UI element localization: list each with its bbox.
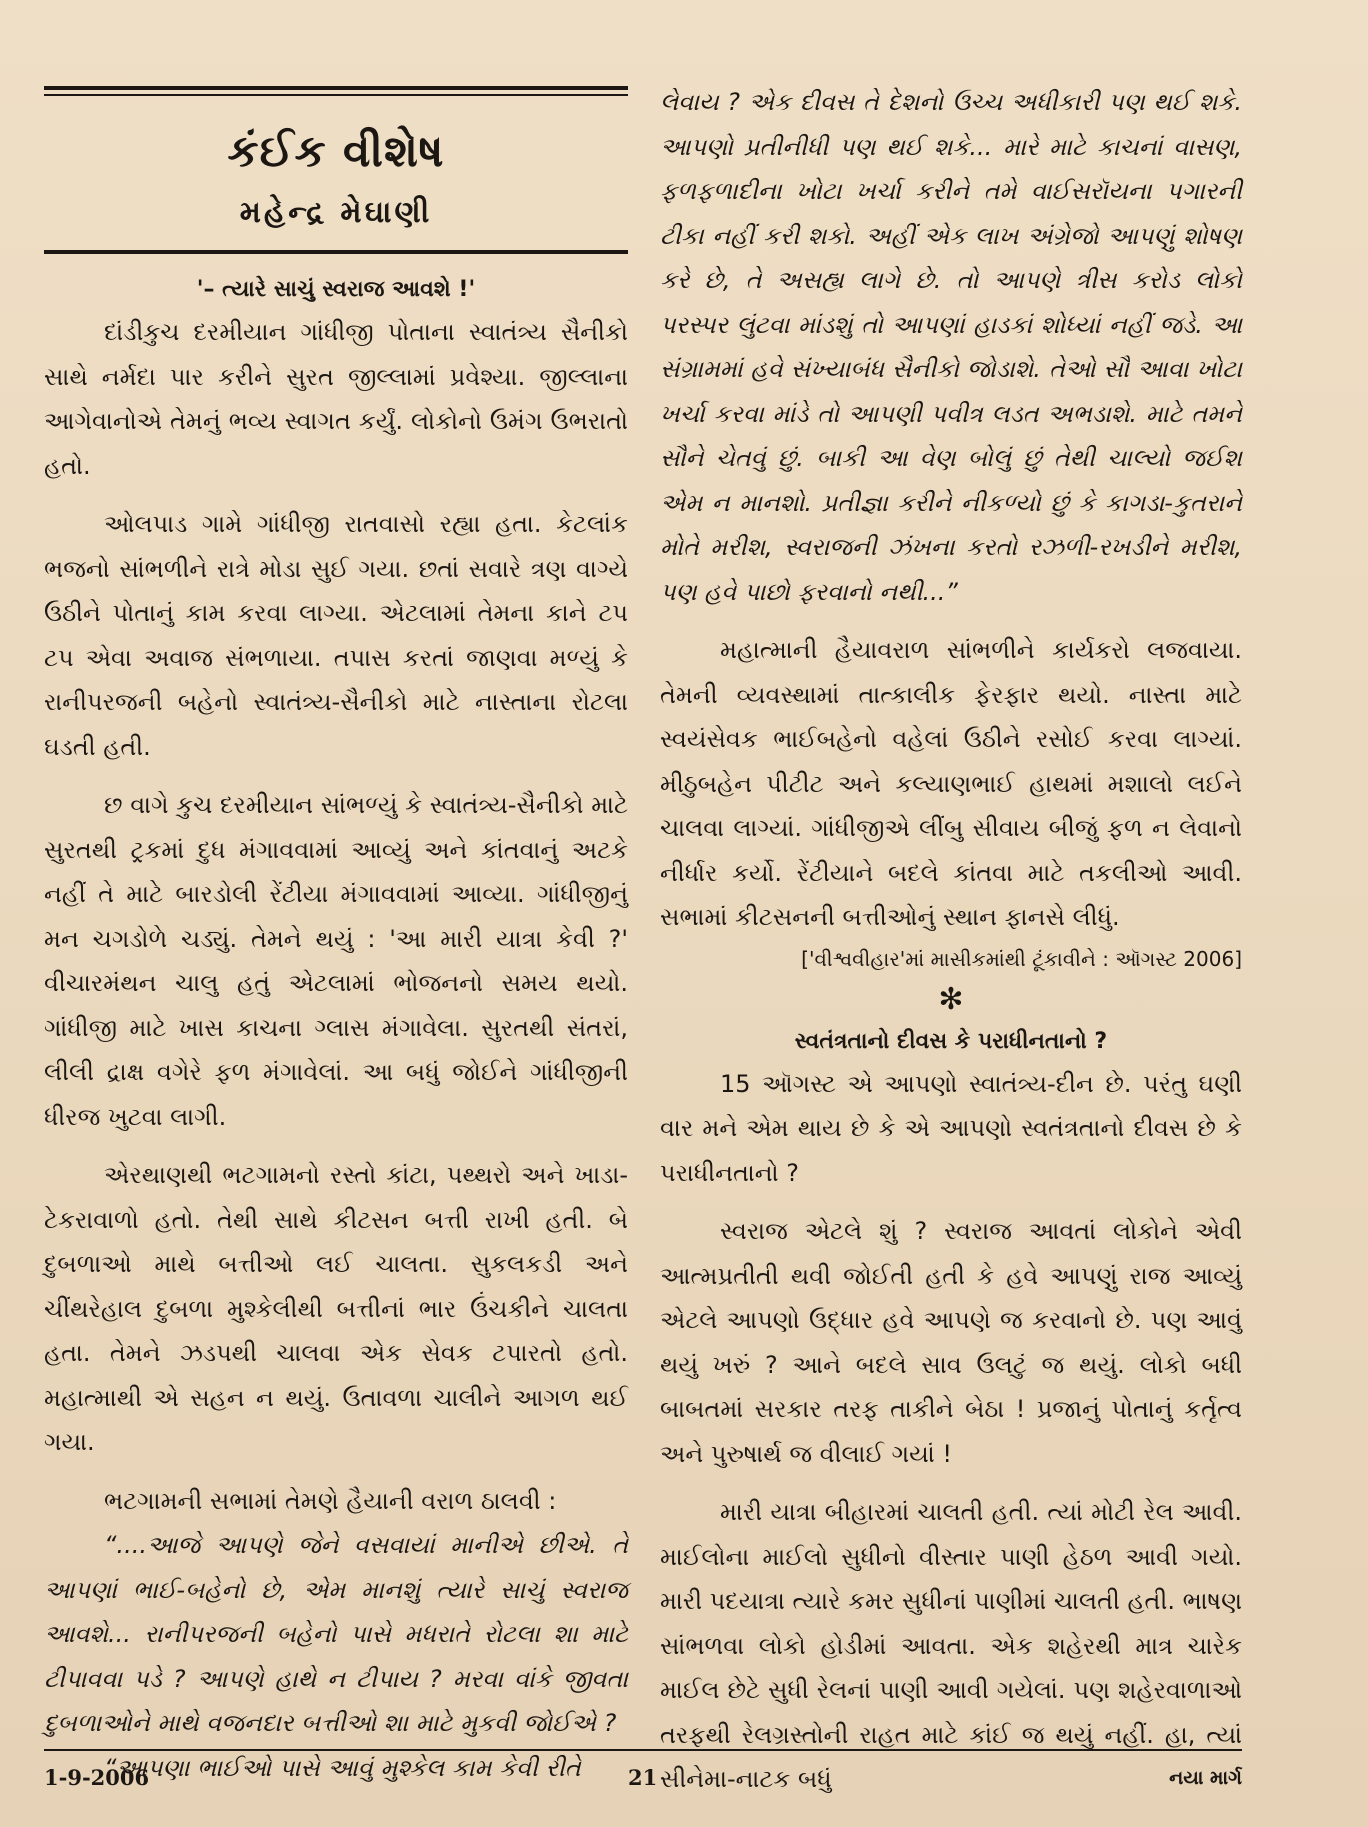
section-heading-independence: સ્વતંત્રતાનો દીવસ કે પરાધીનતાનો ? <box>794 1028 1108 1054</box>
right-column <box>660 80 1242 1802</box>
article-title: કંઈક વીશેષ <box>227 126 445 177</box>
paragraph: ઓલપાડ ગામે ગાંધીજી રાતવાસો રહ્યા હતા. કેટલાંક ભજનો સાંભળીને રાત્રે મોડા સુઈ ગયા. છતાં સવારે ત્રણ વાગ્યે ઉઠીને પોતાનું કામ કરવા લાગ્યા. એટલામાં તેમના કાને ટપ ટપ એવા અવાજ સંભળાયા. તપાસ કરતાં જાણવા મળ્યું કે રાનીપરજની બહેનો સ્વાતંત્ર્ય-સૈનીકો માટે નાસ્તાના રોટલા ઘડતી હતી. <box>44 510 628 761</box>
magazine-name: નયા માર્ગ <box>1169 1767 1242 1789</box>
paragraph: મારી યાત્રા બીહારમાં ચાલતી હતી. ત્યાં મોટી રેલ આવી. માઈલોના માઈલો સુધીનો વીસ્તાર પાણી હેઠળ આવી ગયો. મારી પદયાત્રા ત્યારે કમર સુધીનાં પાણીમાં ચાલતી હતી. ભાષણ સાંભળવા લોકો હોડીમાં આવતા. એક શહેરથી માત્ર ચારેક માઈલ છેટે સુધી રેલનાં પાણી આવી ગયેલાં. પણ શહેરવાળાઓ તરફથી રેલગ્રસ્તોની રાહત માટે કાંઈ જ થયું નહીં. હા, ત્યાં સીનેમા-નાટક બધું <box>660 1498 1242 1793</box>
paragraph: છ વાગે કુચ દરમીયાન સાંભળ્યું કે સ્વાતંત્ર્ય-સૈનીકો માટે સુરતથી ટ્રકમાં દુધ મંગાવવામાં આવ્યું અને કાંતવાનું અટકે નહીં તે માટે બારડોલી રેંટીયા મંગાવવામાં આવ્યા. ગાંધીજીનું મન ચગડોળે ચડ્યું. તેમને થયું : 'આ મારી યાત્રા કેવી ?' વીચારમંથન ચાલુ હતું એટલામાં ભોજનનો સમય થયો. ગાંધીજી માટે ખાસ કાચના ગ્લાસ મંગાવેલા. સુરતથી સંતરાં, લીલી દ્રાક્ષ વગેરે ફળ મંગાવેલાં. આ બધું જોઈને ગાંધીજીની ધીરજ ખુટવા લાગી. <box>44 791 628 1131</box>
page-number: 21 <box>628 1765 658 1790</box>
gandhi-quote-continued: “આપણા ભાઈઓ પાસે આવું મુશ્કેલ કામ કેવી રીતે <box>104 1753 581 1782</box>
page-footer <box>44 1749 1242 1791</box>
top-rule <box>44 86 628 90</box>
separator-asterisk: ✻ <box>938 981 964 1017</box>
paragraph: 15 ઑગસ્ટ એ આપણો સ્વાતંત્ર્ય-દીન છે. પરંતુ ઘણી વાર મને એમ થાય છે કે એ આપણો સ્વતંત્રતાનો દીવસ છે કે પરાધીનતાનો ? <box>660 1069 1242 1187</box>
article-header <box>44 86 628 254</box>
top-rule-thin <box>44 94 628 96</box>
paragraph: એરથાણથી ભટગામનો રસ્તો કાંટા, પથ્થરો અને ખાડા-ટેકરાવાળો હતો. તેથી સાથે કીટસન બત્તી રાખી હતી. બે દુબળાઓ માથે બત્તીઓ લઈ ચાલતા. સુકલકડી અને ચીંથરેહાલ દુબળા મુશ્કેલીથી બત્તીનાં ભાર ઉંચકીને ચાલતા હતા. તેમને ઝડપથી ચાલવા એક સેવક ટપારતો હતો. મહાત્માથી એ સહન ન થયું. ઉતાવળા ચાલીને આગળ થઈ ગયા. <box>44 1161 628 1456</box>
paragraph: સ્વરાજ એટલે શું ? સ્વરાજ આવતાં લોકોને એવી આત્મપ્રતીતી થવી જોઈતી હતી કે હવે આપણું રાજ આવ્યું એટલે આપણો ઉદ્ધાર હવે આપણે જ કરવાનો છે. પણ આવું થયું ખરું ? આને બદલે સાવ ઉલટું જ થયું. લોકો બધી બાબતમાં સરકાર તરફ તાકીને બેઠા ! પ્રજાનું પોતાનું કર્તૃત્વ અને પુરુષાર્થ જ વીલાઈ ગયાં ! <box>660 1217 1242 1468</box>
paragraph: ભટગામની સભામાં તેમણે હૈયાની વરાળ ઠાલવી : <box>104 1486 557 1515</box>
gandhi-quote: “....આજે આપણે જેને વસવાયાં માનીએ છીએ. તે આપણાં ભાઈ-બહેનો છે, એમ માનશું ત્યારે સાચું સ્વરાજ આવશે... રાનીપરજની બહેનો પાસે મધરાતે રોટલા શા માટે ટીપાવવા પડે ? આપણે હાથે ન ટીપાય ? મરવા વાંકે જીવતા દુબળાઓને માથે વજનદાર બત્તીઓ શા માટે મુકવી જોઈએ ? <box>44 1531 628 1737</box>
paragraph: દાંડીકુચ દરમીયાન ગાંધીજી પોતાના સ્વાતંત્ર્ય સૈનીકો સાથે નર્મદા પાર કરીને સુરત જીલ્લામાં પ્રવેશ્યા. જીલ્લાના આગેવાનોએ તેમનું ભવ્ય સ્વાગત કર્યું. લોકોનો ઉમંગ ઉભરાતો હતો. <box>44 318 628 480</box>
left-column <box>44 86 628 1790</box>
gandhi-quote-end: લેવાય ? એક દીવસ તે દેશનો ઉચ્ચ અધીકારી પણ થઈ શકે. આપણો પ્રતીનીધી પણ થઈ શકે... મારે માટે કાચનાં વાસણ, ફળફળાદીના ખોટા ખર્ચા કરીને તમે વાઈસરૉયના પગારની ટીકા નહીં કરી શકો. અહીં એક લાખ અંગ્રેજો આપણું શોષણ કરે છે, તે અસહ્ય લાગે છે. તો આપણે ત્રીસ કરોડ લોકો પરસ્પર લુંટવા માંડશું તો આપણાં હાડકાં શોધ્યાં નહીં જડે. આ સંગ્રામમાં હવે સંખ્યાબંધ સૈનીકો જોડાશે. તેઓ સૌ આવા ખોટા ખર્ચા કરવા માંડે તો આપણી પવીત્ર લડત અભડાશે. માટે તમને સૌને ચેતવું છું. બાકી આ વેણ બોલું છું તેથી ચાલ્યો જઈશ એમ ન માનશો. પ્રતીજ્ઞા કરીને નીકળ્યો છું કે કાગડા-કુતરાને મોતે મરીશ, સ્વરાજની ઝંખના કરતો રઝળી-રખડીને મરીશ, પણ હવે પાછો ફરવાનો નથી...” <box>660 88 1242 606</box>
issue-date: 1-9-2006 <box>44 1765 150 1790</box>
section-heading-swaraj: '– ત્યારે સાચું સ્વરાજ આવશે !' <box>196 277 476 302</box>
paragraph: મહાત્માની હૈયાવરાળ સાંભળીને કાર્યકરો લજવાયા. તેમની વ્યવસ્થામાં તાત્કાલીક ફેરફાર થયો. નાસ્તા માટે સ્વયંસેવક ભાઈબહેનો વહેલાં ઉઠીને રસોઈ કરવા લાગ્યાં. મીઠુબહેન પીટીટ અને કલ્યાણભાઈ હાથમાં મશાલો લઈને ચાલવા લાગ્યાં. ગાંધીજીએ લીંબુ સીવાય બીજું ફળ ન લેવાનો નીર્ધાર કર્યો. રેંટીયાને બદલે કાંતવા માટે તકલીઓ આવી. સભામાં કીટસનની બત્તીઓનું સ્થાન ફાનસે લીધું. <box>660 636 1242 931</box>
article-author: મહેન્દ્ર મેઘાણી <box>239 195 433 230</box>
source-citation: ['વીશ્વવીહાર'માં માસીકમાંથી ટૂંકાવીને : ઑગસ્ટ 2006] <box>801 946 1242 971</box>
